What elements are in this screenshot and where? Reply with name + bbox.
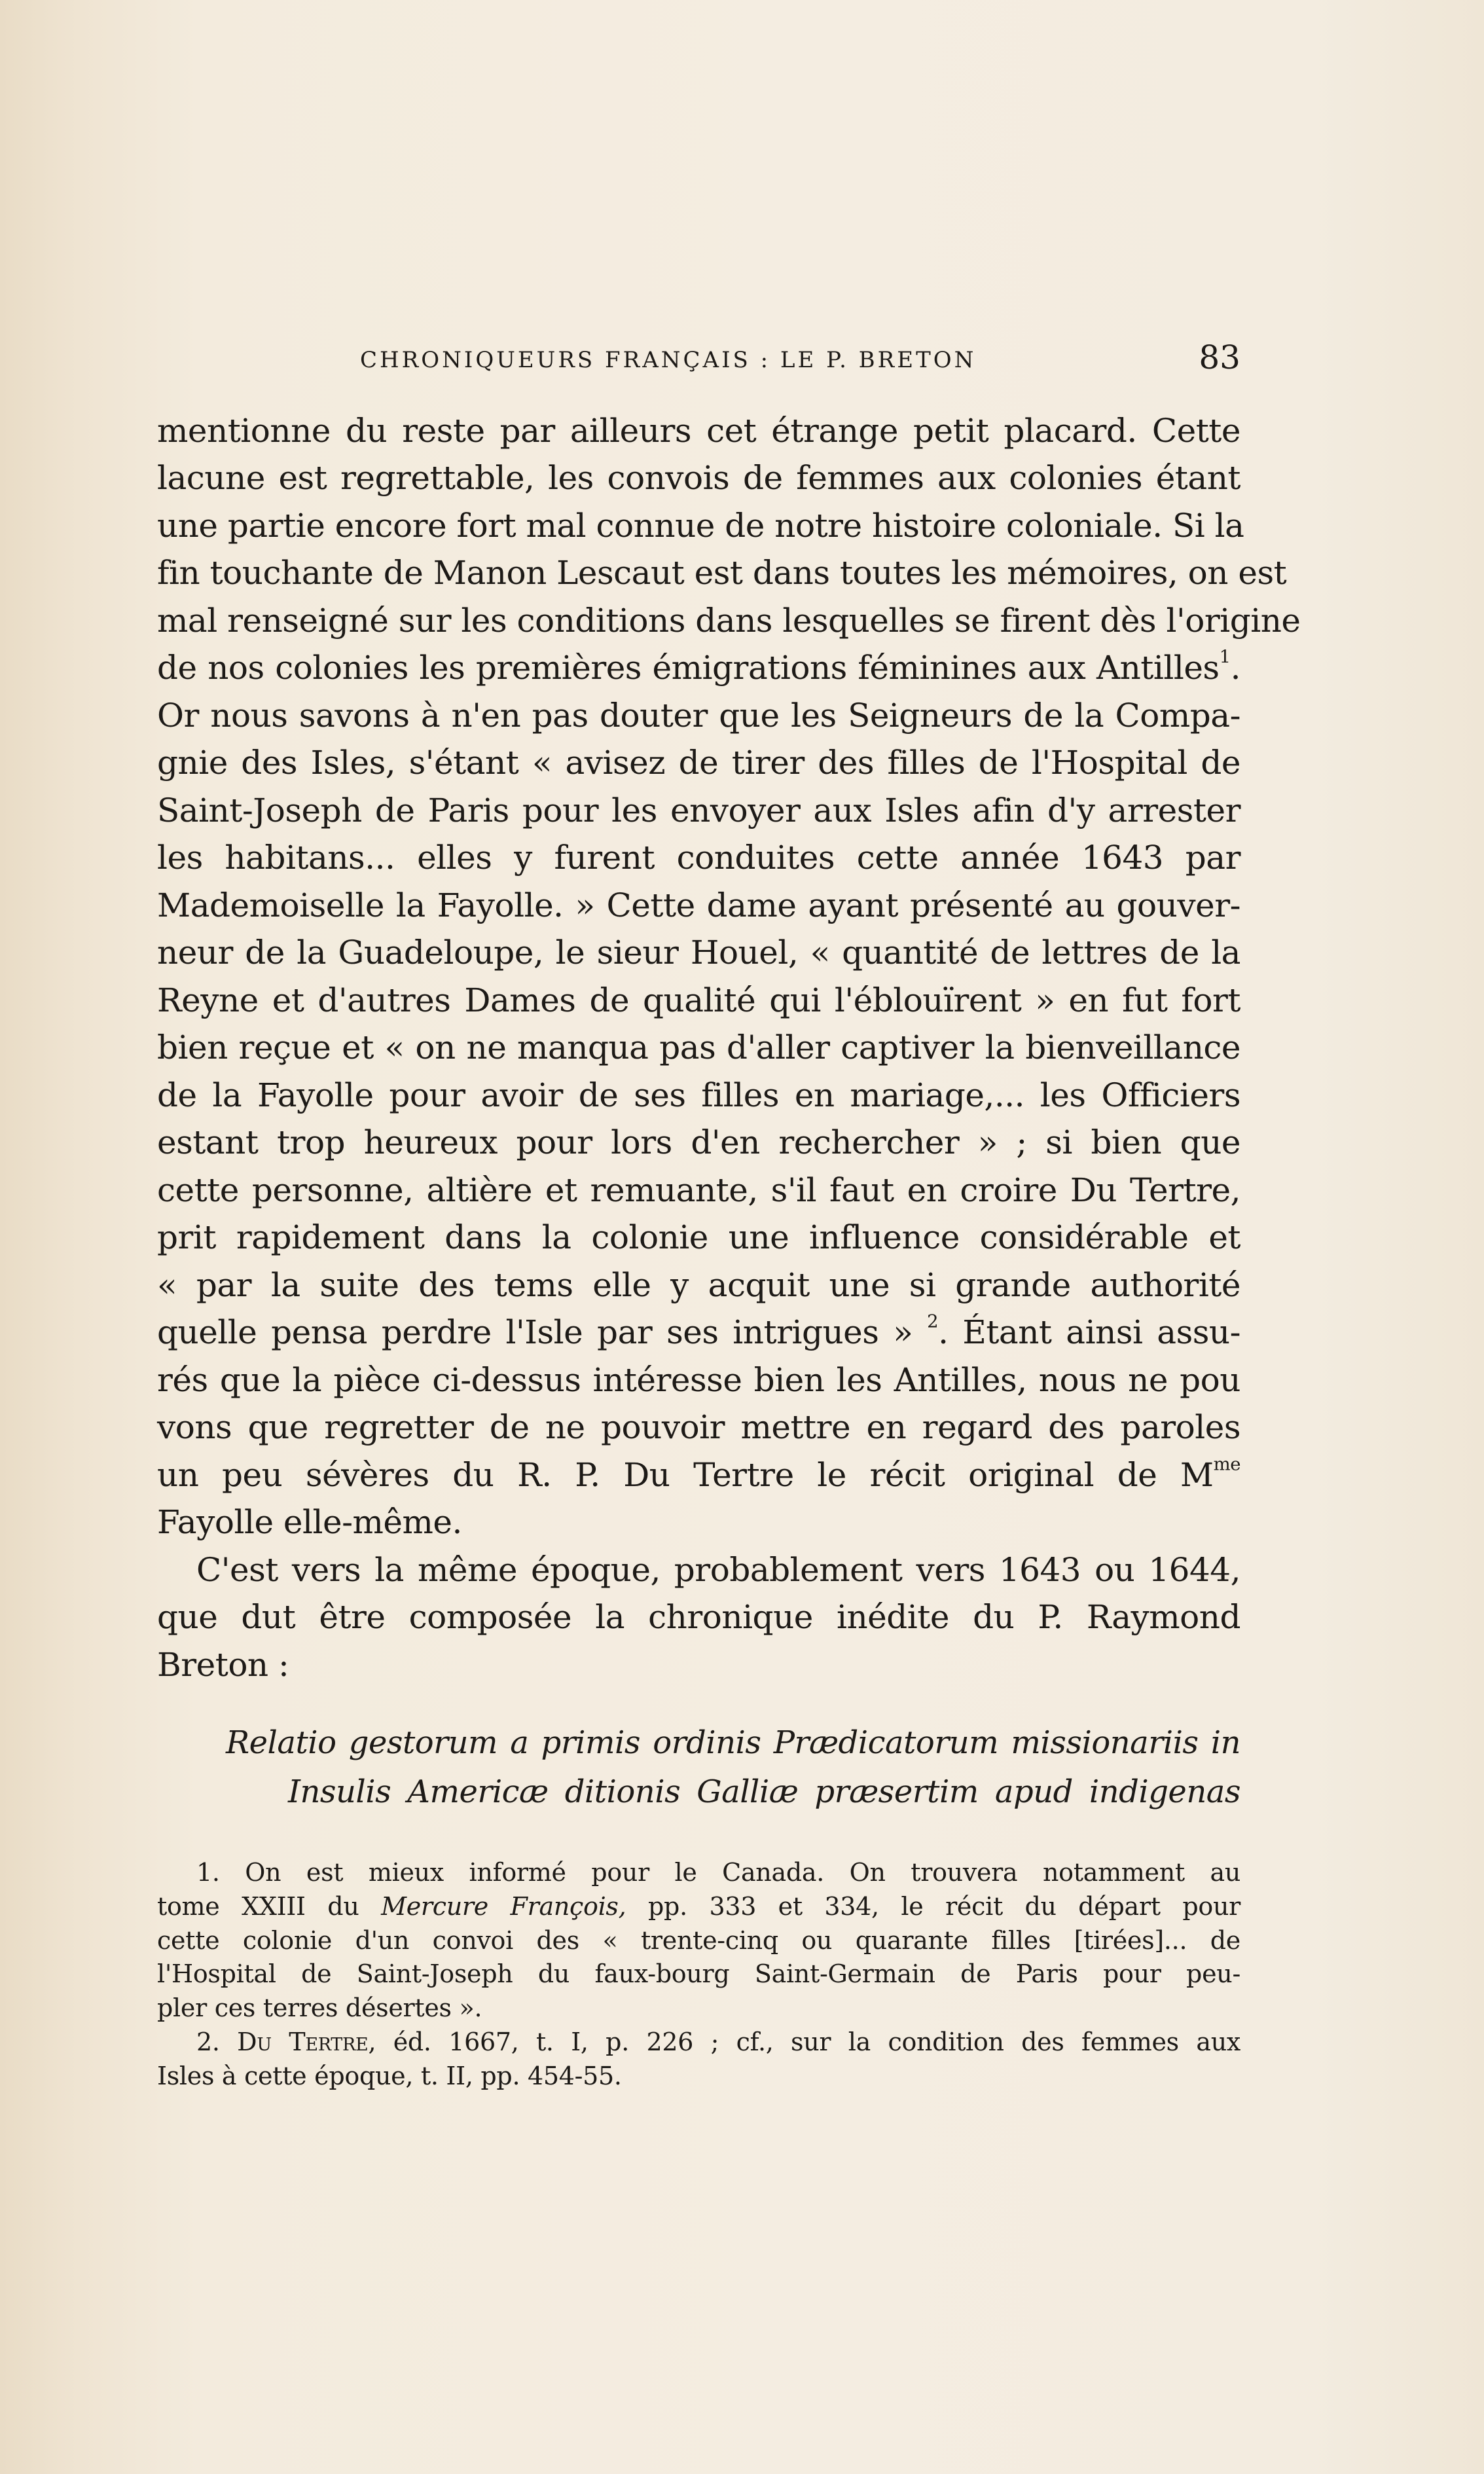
- footnote-1-line: [157, 1890, 1240, 1923]
- body-line-tail: .: [1230, 649, 1240, 687]
- footnote-2-line: [196, 2026, 1240, 2058]
- body-line: estant trop heureux pour lors d'en rechercher » ; si bien que: [157, 1123, 1240, 1161]
- body-line: de la Fayolle pour avoir de ses filles en mariage,... les Officiers: [157, 1076, 1240, 1114]
- footnote-1-line: [196, 1856, 1240, 1889]
- body-line: [157, 648, 1240, 687]
- footnote-ref-1[interactable]: 1: [1219, 646, 1231, 668]
- body-line: fin touchante de Manon Lescaut est dans toutes les mémoires, on est: [157, 554, 1287, 592]
- body-line: [157, 1313, 1240, 1352]
- body-line: Saint-Joseph de Paris pour les envoyer aux Isles afin d'y arrester: [157, 791, 1240, 829]
- footnote-1-line: pler ces terres désertes ».: [157, 1993, 482, 2022]
- body-line-tail: . Étant ainsi assu-: [938, 1313, 1240, 1351]
- page-number: 83: [1199, 338, 1240, 376]
- footnote-text: On est mieux informé pour le Canada. On trouvera notamment au: [245, 1858, 1241, 1887]
- body-line: vons que regretter de ne pouvoir mettre en regard des paroles: [157, 1408, 1240, 1446]
- footnote-author: Du Tertre: [237, 2028, 369, 2056]
- body-line: Fayolle elle-même.: [157, 1503, 462, 1541]
- body-line: « par la suite des tems elle y acquit une si grande authorité: [157, 1266, 1240, 1304]
- footnote-number: 2.: [196, 2028, 220, 2056]
- body-line: mal renseigné sur les conditions dans lesquelles se firent dès l'origine: [157, 602, 1301, 640]
- body-line: C'est vers la même époque, probablement vers 1643 ou 1644,: [196, 1551, 1240, 1589]
- body-line-text: de nos colonies les premières émigrations féminines aux Antilles: [157, 649, 1220, 687]
- body-line: lacune est regrettable, les convois de femmes aux colonies étant: [157, 459, 1240, 497]
- body-line: gnie des Isles, s'étant « avisez de tirer des filles de l'Hospital de: [157, 744, 1240, 782]
- footnote-ref-2[interactable]: 2: [927, 1311, 939, 1332]
- body-line: Mademoiselle la Fayolle. » Cette dame ayant présenté au gouver-: [157, 886, 1240, 924]
- body-line: une partie encore fort mal connue de notre histoire coloniale. Si la: [157, 507, 1244, 545]
- footnote-1-line: cette colonie d'un convoi des « trente-cinq ou quarante filles [tirées]... de: [157, 1926, 1240, 1955]
- body-line: [157, 1455, 1240, 1495]
- body-line: neur de la Guadeloupe, le sieur Houel, « quantité de lettres de la: [157, 934, 1240, 972]
- footnote-title-italic: Mercure François,: [381, 1892, 626, 1921]
- body-line: rés que la pièce ci-dessus intéresse bien les Antilles, nous ne pou: [157, 1361, 1240, 1399]
- latin-title-line: Relatio gestorum a primis ordinis Prædicatorum missionariis in: [226, 1724, 1240, 1761]
- body-line: Or nous savons à n'en pas douter que les Seigneurs de la Compa-: [157, 697, 1240, 735]
- body-line: Reyne et d'autres Dames de qualité qui l'éblouïrent » en fut fort: [157, 981, 1240, 1019]
- latin-title-line: Insulis Americæ ditionis Galliæ præsertim apud indigenas: [288, 1774, 1240, 1810]
- body-line: les habitans... elles y furent conduites cette année 1643 par: [157, 839, 1240, 877]
- footnote-1-line: l'Hospital de Saint-Joseph du faux-bourg Saint-Germain de Paris pour peu-: [157, 1959, 1240, 1988]
- footnote-text: , éd. 1667, t. I, p. 226 ; cf., sur la condition des femmes aux: [368, 2028, 1241, 2056]
- footnote-text: pp. 333 et 334, le récit du départ pour: [626, 1892, 1240, 1921]
- footnote-text: tome XXIII du: [157, 1892, 382, 1921]
- body-line: mentionne du reste par ailleurs cet étrange petit placard. Cette: [157, 412, 1240, 450]
- footnote-2-line: Isles à cette époque, t. II, pp. 454-55.: [157, 2062, 622, 2090]
- body-line: cette personne, altière et remuante, s'il faut en croire Du Tertre,: [157, 1171, 1240, 1209]
- body-line: que dut être composée la chronique inédite du P. Raymond: [157, 1598, 1240, 1636]
- body-line: Breton :: [157, 1646, 289, 1684]
- body-line: prit rapidement dans la colonie une influence considérable et: [157, 1218, 1240, 1256]
- running-head-title: CHRONIQUEURS FRANÇAIS : LE P. BRETON: [360, 347, 977, 373]
- abbrev-superscript: me: [1213, 1453, 1240, 1475]
- body-line: bien reçue et « on ne manqua pas d'aller captiver la bienveillance: [157, 1028, 1240, 1066]
- body-line-text: quelle pensa perdre l'Isle par ses intrigues »: [157, 1313, 913, 1351]
- body-line-text: un peu sévères du R. P. Du Tertre le récit original de M: [157, 1456, 1214, 1494]
- footnote-number: 1.: [196, 1858, 220, 1887]
